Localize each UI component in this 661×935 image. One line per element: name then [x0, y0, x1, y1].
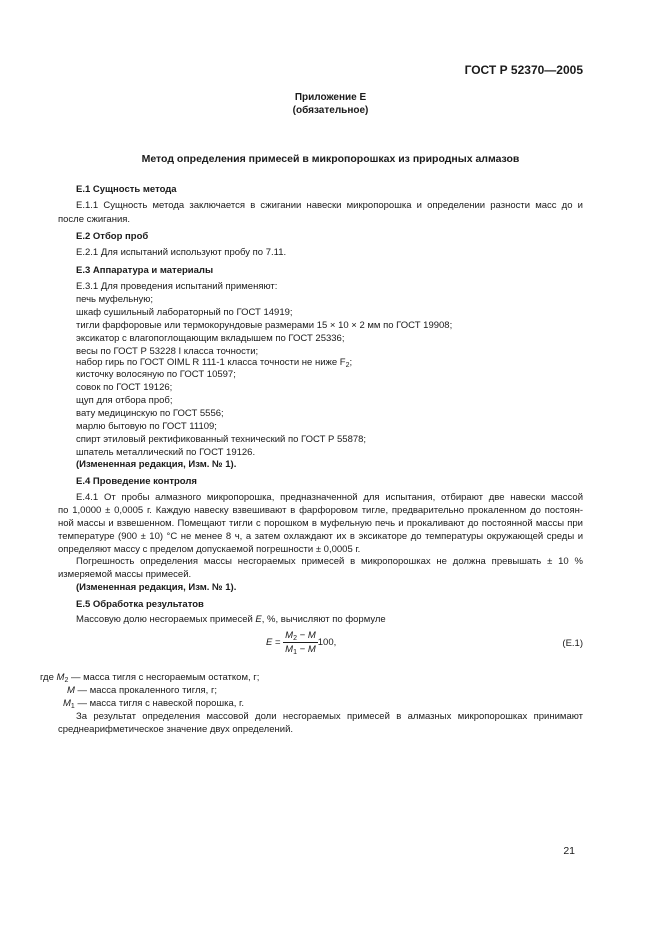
where-subscript: 2 [64, 677, 69, 684]
formula-equals: = [272, 637, 284, 649]
section-e5-heading: Е.5 Обработка результатов [76, 599, 204, 610]
section-e4-text-line: температуре (900 ± 10) °С не менее 8 ч, а затем охлаждают их в эксикаторе до температуры окружающей среды и [58, 531, 583, 542]
formula-fraction [283, 630, 318, 655]
page-number: 21 [563, 845, 575, 857]
equipment-item: вату медицинскую по ГОСТ 5556; [76, 408, 224, 419]
section-e2-heading: Е.2 Отбор проб [76, 231, 149, 242]
equipment-item: тигли фарфоровые или термокорундовые размерами 15 × 10 × 2 мм по ГОСТ 19908; [76, 320, 453, 331]
section-e4-text-line: Погрешность определения массы несгораемых примесей в микропорошках не должна превышать ± 10 % [76, 556, 583, 567]
section-e5-result-line1: За результат определения массовой доли несгораемых примесей в алмазных микропорошках принимают [76, 711, 583, 722]
annex-title: Метод определения примесей в микропорошках из природных алмазов [141, 153, 520, 165]
equipment-item: весы по ГОСТ Р 53228 I класса точности; [76, 346, 259, 357]
where-text: — масса тигля с навеской порошка, г. [74, 698, 244, 709]
intro-text: Массовую долю несгораемых примесей [76, 614, 256, 625]
where-subscript: 1 [70, 703, 75, 710]
section-e3-intro: Е.3.1 Для проведения испытаний применяют: [76, 281, 278, 292]
where-symbol: M [56, 672, 65, 683]
equipment-item: эксикатор с влагопоглощающим вкладышем по ГОСТ 25336; [76, 333, 345, 344]
formula-numerator [283, 630, 318, 643]
weights-class-subscript: 2 [345, 362, 350, 369]
where-text: — масса тигля с несгораемым остатком, г; [68, 672, 260, 683]
section-e3-amendment: (Измененная редакция, Изм. № 1). [76, 459, 237, 470]
equipment-item: печь муфельную; [76, 294, 153, 305]
formula-factor: 100, [317, 637, 337, 649]
denominator-subscript: 1 [293, 649, 297, 656]
section-e4-text-line: Е.4.1 От пробы алмазного микропорошка, предназначенной для испытания, отбирают две навески массой [76, 492, 583, 503]
section-e5-result-line2: среднеарифметическое значение двух определений. [58, 724, 294, 735]
equipment-item: совок по ГОСТ 19126; [76, 382, 173, 393]
annex-status: (обязательное) [292, 105, 369, 116]
section-e5-intro [76, 614, 386, 625]
equipment-item: шпатель металлический по ГОСТ 19126. [76, 447, 256, 458]
where-line [63, 698, 244, 709]
section-e2-text: Е.2.1 Для испытаний используют пробу по 7.11. [76, 247, 287, 258]
intro-text-end: , %, вычисляют по формуле [261, 614, 386, 625]
numerator-subscript: 2 [293, 635, 297, 642]
section-e4-text-line: по 1,0000 ± 0,0005 г. Каждую навеску взвешивают в фарфоровом тигле, предварительно прокаленном до постоян- [58, 505, 583, 516]
section-e1-text-line1: Е.1.1 Сущность метода заключается в сжигании навески микропорошка и определении разности масс до и [76, 200, 583, 211]
section-e4-text-line: ной массы и взвешенном. Помещают тигли с порошком в муфельную печь и прокаливают до постоянной массы при [58, 518, 583, 529]
denominator-rest: − M [297, 644, 316, 655]
numerator-m: M [285, 630, 294, 641]
numerator-rest: − M [297, 630, 316, 641]
equipment-item-weights [76, 357, 352, 368]
denominator-m: M [285, 644, 294, 655]
annex-label: Приложение Е [294, 92, 367, 103]
formula-number: (Е.1) [562, 638, 583, 649]
section-e1-heading: Е.1 Сущность метода [76, 184, 177, 195]
section-e4-amendment: (Измененная редакция, Изм. № 1). [76, 582, 237, 593]
weights-text: набор гирь по ГОСТ OIML R 111-1 класса точности не ниже F [76, 357, 346, 368]
intro-variable: Е [255, 614, 262, 625]
where-symbol: M [63, 698, 71, 709]
equipment-item: шкаф сушильный лабораторный по ГОСТ 14919; [76, 307, 293, 318]
weights-end: ; [349, 357, 353, 368]
where-text: — масса прокаленного тигля, г; [74, 685, 218, 696]
section-e4-text-line: определяют массу с пределом допускаемой погрешности ± 0,0005 г. [58, 544, 361, 555]
equipment-item: кисточку волосяную по ГОСТ 10597; [76, 369, 236, 380]
formula-lhs: E [266, 637, 273, 649]
formula-denominator [283, 643, 318, 655]
where-line [40, 672, 259, 683]
equipment-item: спирт этиловый ректификованный технический по ГОСТ Р 55878; [76, 434, 367, 445]
section-e4-heading: Е.4 Проведение контроля [76, 476, 197, 487]
where-symbol: M [67, 685, 75, 696]
section-e3-heading: Е.3 Аппаратура и материалы [76, 265, 214, 276]
formula-e1 [266, 630, 336, 655]
document-header: ГОСТ Р 52370—2005 [464, 63, 583, 77]
equipment-item: щуп для отбора проб; [76, 395, 173, 406]
equipment-item: марлю бытовую по ГОСТ 11109; [76, 421, 217, 432]
where-prefix: где [40, 672, 57, 683]
section-e4-text-line: измеряемой массы примесей. [58, 569, 192, 580]
where-line [67, 685, 217, 696]
section-e1-text-line2: после сжигания. [58, 214, 131, 225]
